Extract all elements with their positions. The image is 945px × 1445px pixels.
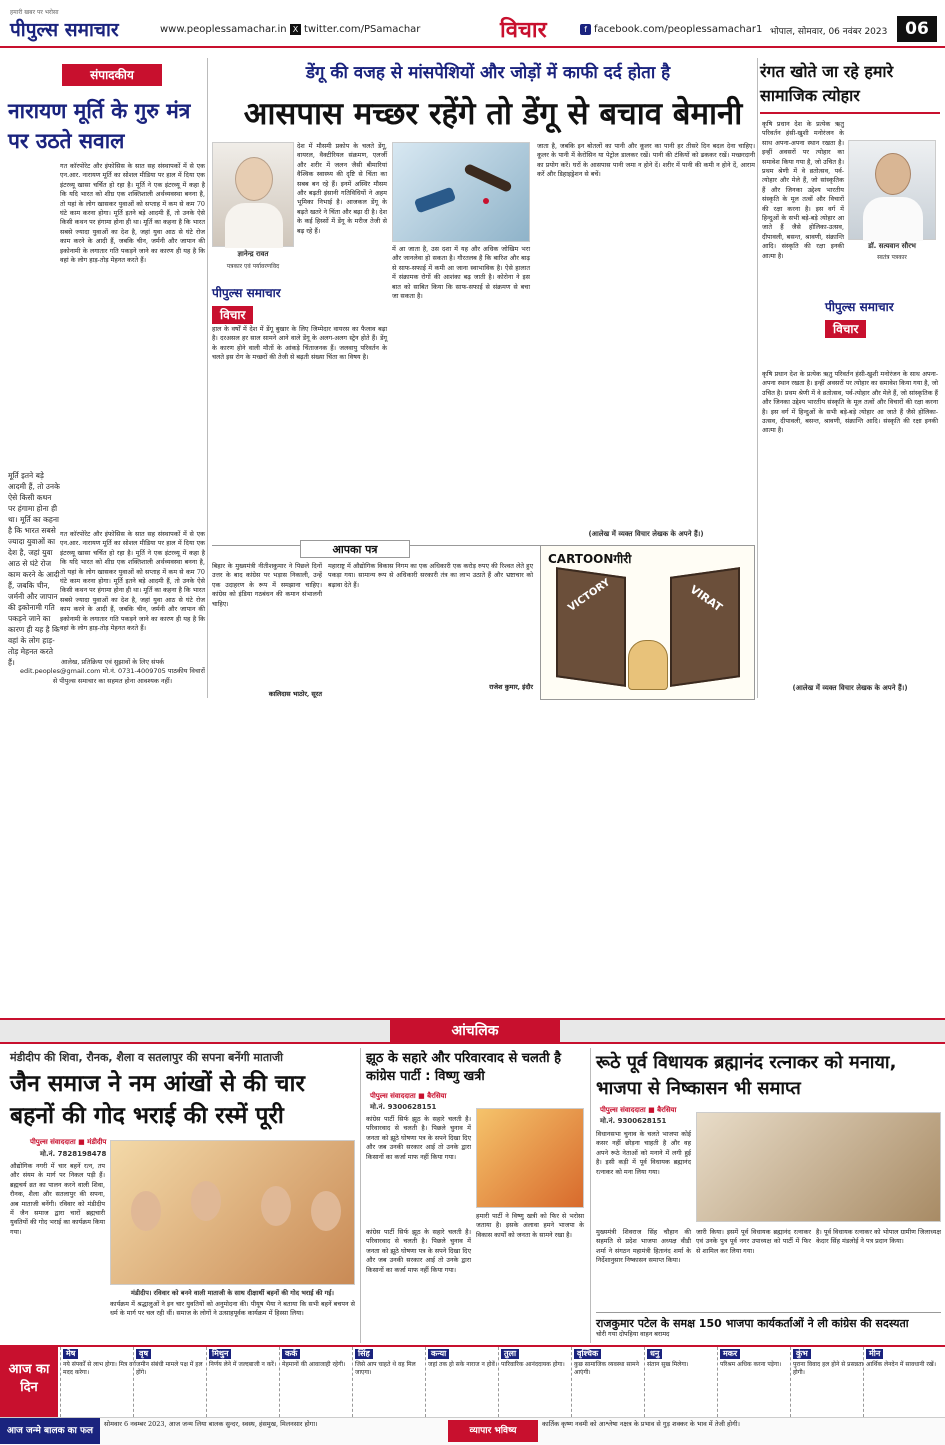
lead-col3: में आ जाता है, उस दशा में यह और अधिक जोखिम भरा और जानलेवा हो सकता है। गौरतलब है कि बारिश और बाढ़ से साफ-सफाई में कमी आ जाना स्वाभाविक है। ऐसे हालात में संक्रामक रोगों की आशंका बढ़ जाती है। कोरोना ने इस बात को साबित किया कि साफ-सफाई से संक्रमण से बचा जा सकता है।: [392, 245, 530, 301]
author-name: ज्ञानेन्द्र रावत: [237, 250, 269, 258]
congress-body: कांग्रेस पार्टी सिर्फ झूठ के सहारे चलती है। परिवारवाद से चलती है। पिछले चुनाव में जनता को झूठे घोषणा पत्र के सपने दिखा दिए और जब उनकी सरकार आई तो उनके द्वारा किसानों का कर्जा माफ नहीं किया गया।: [366, 1115, 471, 1161]
horoscope-item: [644, 1347, 722, 1417]
right-headline: रंगत खोते जा रहे हमारे सामाजिक त्योहार: [760, 62, 894, 105]
horoscope-item: [133, 1347, 211, 1417]
business-label: व्यापार भविष्य: [448, 1420, 538, 1442]
rashi-name: तुला: [501, 1349, 519, 1359]
rashi-name: मिथुन: [209, 1349, 231, 1359]
mini-vichar-label: विचार: [212, 306, 253, 324]
congress-headline: झूठ के सहारे और परिवारवाद से चलती है कांग्रेस पार्टी : विष्णु खत्री: [366, 1051, 562, 1084]
footer-text: सोमवार 6 नवम्बर 2023, आज जन्म लिया बालक सुन्दर, स्वस्थ, हंसमुख, मिलनसार होगा।: [104, 1420, 318, 1428]
rathod-body4: है। पूर्व विधायक रत्नाकर को भोपाल ग्रामीण जिलाध्यक्ष केदार सिंह मंडलोई ने पत्र प्रदान किया।: [816, 1228, 941, 1246]
jain-body2: कार्यक्रम में श्रद्धालुओं ने इन चार युवतियों को अनुमोदना की। पीयूष भैया ने बताया कि सभी बहनें बचपन से धर्म के मार्ग पर चल रही थीं। समाज के लोगों ने उत्साहपूर्वक कार्यक्रम में हिस्सा लिया।: [110, 1300, 355, 1318]
jain-phone: मो.नं. 7828198478: [40, 1150, 107, 1158]
twitter-handle: twitter.com/PSamachar: [304, 24, 421, 35]
mini-brand-name: पीपुल्स समाचार: [212, 286, 281, 300]
twitter-icon: X: [290, 24, 301, 35]
rashi-name: कर्क: [282, 1349, 300, 1359]
patel-teaser: राजकुमार पटेल के समक्ष 150 भाजपा कार्यकर्ताओं ने ली कांग्रेस की सदस्यता: [596, 1317, 909, 1330]
congress-body2: हमारी पार्टी ने विष्णु खत्री को फिर से भरोसा जताया है। इसके अलावा हमने भाजपा के विकास कार्यों को जनता के सामने रखा है।: [476, 1212, 584, 1239]
editorial-footer: आलेख, प्रतिक्रिया एवं सुझावों के लिए संपर्क edit.peoples@gmail.com मो.नं. 0731-4009705 पाठकीय विचारों से पीपुल्स समाचार का सहमत होना आवश्यक नहीं।: [20, 658, 205, 685]
right-mini-vichar: विचार: [825, 320, 866, 338]
footer-label: आज जन्मे बालक का फल: [0, 1418, 100, 1444]
cartoon-door-left: [556, 567, 626, 687]
horoscope-item: [498, 1347, 576, 1417]
rashi-text: कुछ सामाजिक व्यवस्था सामने आएंगी।: [574, 1361, 639, 1376]
rathod-byline: पीपुल्स संवाददाता ■ बैरसिया: [600, 1106, 677, 1114]
rashi-text: मेहमानों की आवाजाही रहेगी।: [282, 1361, 346, 1368]
lead-headline: आसपास मच्छर रहेंगे तो डेंगू से बचाव बेमानी: [243, 96, 743, 132]
regional-label: आंचलिक: [390, 1020, 560, 1042]
horoscope-title: आज का दिन: [0, 1347, 58, 1417]
rashi-text: नये संपर्कों से लाभ होगा। मित्र वर्ग मदद करेगा।: [63, 1361, 136, 1376]
rashi-text: जिसे आप चाहते थे वह मिल जाएगा।: [355, 1361, 416, 1376]
facebook-icon: f: [580, 24, 591, 35]
letter-1: बिहार के मुख्यमंत्री नीतीशकुमार ने पिछले दिनों उत्तर के बाद कांग्रेस पर भड़ास निकाली, उन्हें एक उदाहरण के रूप में समझाना चाहिए। कांग्रेस को इंडिया गठबंधन की कमान संभालनी चाहिए।: [212, 562, 322, 608]
right-body: कृषि प्रधान देश के प्रत्येक ऋतु परिवर्तन हंसी-खुशी मनोरंजन के साथ अपना-अपना स्थान रखता है। इन्हीं अवसरों पर त्योहार का समावेश किया गया है, जो उचित है। प्रथम श्रेणी में वे व्रतोत्सव, पर्व-त्योहार और मेले हैं, जो सांस्कृतिक हैं और जिनका उद्देश्य भारतीय संस्कृति के मूल तत्वों और विचारों की रक्षा करना है। इस वर्ग में हिन्दुओं के सभी बड़े-बड़े त्योहार आ जाते हैं जैसे होलिका-उत्सव, दीपावली, बसन्त, श्रावणी, संक्रान्ति आदि। संस्कृति की रक्षा इनकी आत्मा है।: [762, 120, 844, 260]
rashi-name: मकर: [720, 1349, 740, 1359]
horoscope-item: [571, 1347, 649, 1417]
lead-author-note: (आलेख में व्यक्त विचार लेखक के अपने हैं।): [588, 530, 704, 538]
column-divider: [590, 1048, 591, 1343]
editorial-body: गत कॉरपोरेट और इंफोसिस के सात सह संस्थापकों में से एक एन.आर. नारायण मूर्ति का सोशल मीडिया पर हाल में दिया एक इंटरव्यू खासा चर्चित हो रहा है। मूर्ति ने एक इंटरव्यू में कहा है कि यदि भारत को शीघ्र एक शक्तिशाली अर्थव्यवस्था बनना है, तो यहां के लोग खासकर युवाओं को सप्ताह में कम से कम 70 घंटे काम करना होगा। मूर्ति इतने बड़े आदमी हैं, तो उनके ऐसे किसी कथन पर हंगामा होना ही था। मूर्ति का कहना है कि भारत सबसे ज्यादा युवाओं का देश है, जहां युवा आठ से घंटे रोज काम करने के आदी हैं, जबकि चीन, जर्मनी और जापान की इकोनामी के लगातार गति पकड़ने जाने का कारण ही यह है कि वहां के लोग हाड़-तोड़ मेहनत करते हैं।: [60, 162, 205, 265]
rashi-text: जमीन संबंधी मामले पक्ष में हल होंगे।: [136, 1361, 203, 1376]
twitter-link[interactable]: [290, 24, 420, 35]
rashi-text: पारिवारिक आनंददायक होगा।: [501, 1361, 565, 1368]
brand-name: पीपुल्स समाचार: [10, 19, 119, 41]
lead-col1: देश में मौसमी प्रकोप के चलते डेंगू, वायरल, वैक्टीरियल संक्रमण, एलर्जी और शरीर में जलन जैसी बीमारियां वैश्विक स्वास्थ्य की दृष्टि से चिंता का सबब बन रहे हैं। इनमें अस्थिर मौसम और बढ़ती इंसानी गतिविधियों ने अहम भूमिका निभाई है। आजकल डेंगू के बढ़ते खतरे ने चिंता और बढ़ा दी है। देश के कई हिस्सों में डेंगू के मरीज तेजी से बढ़ रहे हैं।: [297, 142, 387, 235]
jain-byline: पीपुल्स संवाददाता ■ मंडीदीप: [30, 1138, 107, 1146]
horoscope-item: [717, 1347, 795, 1417]
website-link[interactable]: www.peoplessamachar.in: [160, 24, 287, 35]
cartoon-figure: [628, 640, 668, 690]
cartoon-door-right: [670, 567, 740, 687]
horoscope-item: [425, 1347, 503, 1417]
horoscope-item: [863, 1347, 943, 1417]
rashi-text: संतान सुख मिलेगा।: [647, 1361, 689, 1368]
letter-1-sign: कालिदास भाठोर, सूरत: [268, 690, 322, 698]
congress-byline: पीपुल्स संवाददाता ■ बैरसिया: [370, 1092, 447, 1100]
lead-col2: हाल के वर्षों में देश में डेंगू बुखार के लिए जिम्मेदार वायरस का फैलाव बढ़ा है। दरअसल हर साल सामने आने वाले डेंगू के अलग-अलग स्ट्रेन होते हैं। डेंगू के कारण होने वाली मौतों के आंकड़े चिंताजनक हैं। जलवायु परिवर्तन के चलते इस रोग के मच्छरों की तेजी से बढ़ती संख्या चिंता का विषय है।: [212, 325, 387, 362]
author-photo: [212, 142, 294, 247]
right-author-role: स्वतंत्र पत्रकार: [877, 254, 907, 261]
facebook-link[interactable]: [580, 24, 762, 35]
rathod-photo: [696, 1112, 941, 1222]
jain-photo: [110, 1140, 355, 1285]
cartoon-door-right-label: VIRAT: [687, 582, 725, 615]
horoscope-item: [352, 1347, 430, 1417]
editorial-title: नारायण मूर्ति के गुरु मंत्र पर उठते सवाल: [8, 99, 191, 153]
theft-teaser: चोरी गया दोपहिया वाहन बरामद: [596, 1330, 670, 1338]
right-mini-brand-name: पीपुल्स समाचार: [825, 300, 894, 314]
rashi-text: निर्णय लेने में जल्दबाजी न करें।: [209, 1361, 277, 1368]
rule: [596, 1312, 941, 1313]
horoscope-item: [60, 1347, 138, 1417]
lead-col4: जाता है, जबकि इन बोतलों का पानी और कूलर का पानी हर तीसरे दिन बदल देना चाहिए। कूलर के पानी में केरोसिन या पेट्रोल डालकर रखें। पानी की टंकियों को ढककर रखें। मच्छरदानी का प्रयोग करें। घरों के आसपास पानी जमा न होने दें। शरीर में पानी की कमी न होने दें, आराम करें और डिहाइड्रेशन से बचें।: [537, 142, 755, 179]
right-author-photo: [848, 140, 936, 240]
congress-body-cont: कांग्रेस पार्टी सिर्फ झूठ के सहारे चलती है। परिवारवाद से चलती है। पिछले चुनाव में जनता को झूठे घोषणा पत्र के सपने दिखा दिए और जब उनकी सरकार आई तो उनके द्वारा किसानों का कर्जा माफ नहीं किया गया।: [366, 1228, 471, 1274]
author-role: पत्रकार एवं पर्यावरणविद: [226, 263, 280, 270]
brand-logo[interactable]: [10, 8, 119, 42]
rathod-phone: मो.नं. 9300628151: [600, 1117, 667, 1125]
horoscope-item: [206, 1347, 284, 1417]
brand-tagline: हमारी खबर पर भरोसा: [10, 9, 59, 16]
jain-body: औद्योगिक नगरी में चार बहनें रत्न, तप और संयम के मार्ग पर निकल पड़ी हैं। ब्रह्मचर्य व्रत का पालन करने वाली शिवा, रौनक, शैला और सतलापुर की सपना, अब माताजी बनेंगी। रविवार को मंडीदीप में जैन समाज द्वारा चारों ब्रह्मचारी युवतियों की गोद भराई का कार्यक्रम किया गया।: [10, 1162, 105, 1236]
rashi-text: आर्थिक लेनदेन में सावधानी रखें।: [866, 1361, 936, 1368]
rashi-name: धनु: [647, 1349, 662, 1359]
horoscope-item: [279, 1347, 357, 1417]
rathod-body: विधानसभा चुनाव के चलते भाजपा कोई कसर नहीं छोड़ना चाहती है और वह अपने रूठे नेताओं को मनाने में लगी हुई है। इसी कड़ी में पूर्व विधायक ब्रह्मानंद रत्नाकर को मना लिया गया।: [596, 1130, 691, 1176]
mosquito-photo: [392, 142, 530, 242]
horoscope-item: [790, 1347, 868, 1417]
cartoon-title: CARTOONगीरी: [548, 552, 632, 566]
jain-headline: जैन समाज ने नम आंखों से की चार बहनों की गोद भराई की रस्में पूरी: [10, 1071, 305, 1129]
lead-subhead: डेंगू की वजह से मांसपेशियों और जोड़ों में काफी दर्द होता है: [305, 63, 671, 83]
jain-photo-caption: मंडीदीप। रविवार को बनने वाली माताजी के साथ दीक्षार्थी बहनों की गोद भराई की गई।: [131, 1289, 334, 1297]
rashi-text: पुराना विवाद हल होने से प्रसन्नता होगी।: [793, 1361, 864, 1376]
right-author-note: (आलेख में व्यक्त विचार लेखक के अपने हैं।): [792, 684, 908, 692]
column-divider: [207, 58, 208, 698]
rashi-name: कन्या: [428, 1349, 449, 1359]
right-body-cont: कृषि प्रधान देश के प्रत्येक ऋतु परिवर्तन हंसी-खुशी मनोरंजन के साथ अपना-अपना स्थान रखता है। इन्हीं अवसरों पर त्योहार का समावेश किया गया है, जो उचित है। प्रथम श्रेणी में वे व्रतोत्सव, पर्व-त्योहार और मेले हैं, जो सांस्कृतिक हैं और जिनका उद्देश्य भारतीय संस्कृति के मूल तत्वों और विचारों की रक्षा करना है। इस वर्ग में हिन्दुओं के सभी बड़े-बड़े त्योहार आ जाते हैं जैसे होलिका-उत्सव, दीपावली, बसन्त, श्रावणी, संक्रान्ति आदि। संस्कृति की रक्षा इनकी आत्मा है।: [762, 370, 938, 435]
mini-brand: [212, 282, 382, 320]
business-text: कार्तिक कृष्ण नवमी को आश्लेषा नक्षत्र के प्रभाव से गुड़ शक्कर के भाव में तेजी होगी।: [542, 1420, 740, 1428]
rule: [760, 112, 940, 114]
rashi-name: वृश्चिक: [574, 1349, 601, 1359]
column-divider: [360, 1048, 361, 1343]
rashi-name: वृष: [136, 1349, 151, 1359]
editorial-body-cont: गत कॉरपोरेट और इंफोसिस के सात सह संस्थापकों में से एक एन.आर. नारायण मूर्ति का सोशल मीडिया पर हाल में दिया एक इंटरव्यू खासा चर्चित हो रहा है। मूर्ति ने एक इंटरव्यू में कहा है कि यदि भारत को शीघ्र एक शक्तिशाली अर्थव्यवस्था बनना है, तो यहां के लोग खासकर युवाओं को सप्ताह में कम से कम 70 घंटे काम करना होगा। मूर्ति इतने बड़े आदमी हैं, तो उनके ऐसे किसी कथन पर हंगामा होना ही था। मूर्ति का कहना है कि भारत सबसे ज्यादा युवाओं का देश है, जहां युवा आठ से घंटे रोज काम करने के आदी हैं, जबकि चीन, जर्मनी और जापान की इकोनामी के लगातार गति पकड़ने जाने का कारण ही यह है कि वहां के लोग हाड़-तोड़ मेहनत करते हैं।: [60, 530, 205, 633]
dateline: भोपाल, सोमवार, 06 नवंबर 2023: [770, 27, 888, 37]
rashi-text: जहां तक हो सके नाराज न होवें।: [428, 1361, 498, 1368]
congress-photo: [476, 1108, 584, 1208]
rathod-headline: रूठे पूर्व विधायक ब्रह्मानंद रत्नाकर को मनाया, भाजपा से निष्कासन भी समाप्त: [596, 1052, 897, 1099]
rashi-name: सिंह: [355, 1349, 373, 1359]
rashi-name: मेष: [63, 1349, 78, 1359]
letter-2-sign: राजेश कुमार, इंदौर: [489, 683, 533, 691]
editorial-tag: संपादकीय: [62, 64, 162, 86]
rathod-body2: मुख्यमंत्री शिवराज सिंह चौहान की सहमति से प्रदेश भाजपा अध्यक्ष वीडी शर्मा ने संगठन महामंत्री हितानंद शर्मा के निर्देशानुसार निष्कासन समाप्त किया।: [596, 1228, 691, 1265]
column-divider: [757, 58, 758, 698]
page-number: 06: [897, 16, 937, 42]
letters-title: आपका पत्र: [300, 540, 410, 558]
editorial-pullquote: मूर्ति इतने बड़े आदमी हैं, तो उनके ऐसे किसी कथन पर हंगामा होना ही था। मूर्ति का कहना है कि भारत सबसे ज्यादा युवाओं का देश है, जहां युवा आठ से घंटे रोज काम करने के आदी हैं, जबकि चीन, जर्मनी और जापान की इकोनामी गति पकड़ने जाने का कारण ही यह है कि वहां के लोग हाड़-तोड़ मेहनत करते हैं।: [8, 471, 60, 667]
jain-kicker: मंडीदीप की शिवा, रौनक, शैला व सतलापुर की सपना बनेंगी माताजी: [10, 1051, 283, 1064]
right-author-name: डॉ. सत्यवान सौरभ: [868, 242, 916, 250]
congress-phone: मो.नं. 9300628151: [370, 1103, 437, 1111]
rathod-body3: जारी किया। इसमें पूर्व विधायक ब्रह्मानंद रत्नाकर एवं उनके पुत्र पूर्व नगर उपाध्यक्ष को पार्टी में फिर से शामिल कर लिया गया।: [696, 1228, 811, 1255]
rashi-text: परिश्रम अधिक करना पड़ेगा।: [720, 1361, 782, 1368]
rashi-name: कुंभ: [793, 1349, 811, 1359]
facebook-handle: facebook.com/peoplessamachar1: [594, 24, 763, 35]
section-title: विचार: [500, 18, 547, 43]
rashi-name: मीन: [866, 1349, 883, 1359]
cartoon-door-left-label: VICTORY: [566, 577, 613, 614]
letter-2: महाराष्ट्र में औद्योगिक विकास निगम का एक अधिकारी एक करोड़ रुपए की रिश्वत लेते हुए पकड़ा गया। सामान्य रूप से अधिकारी सरकारी तंत्र का लाभ उठाते हैं और भ्रष्टाचार को बढ़ावा देते हैं।: [328, 562, 533, 589]
